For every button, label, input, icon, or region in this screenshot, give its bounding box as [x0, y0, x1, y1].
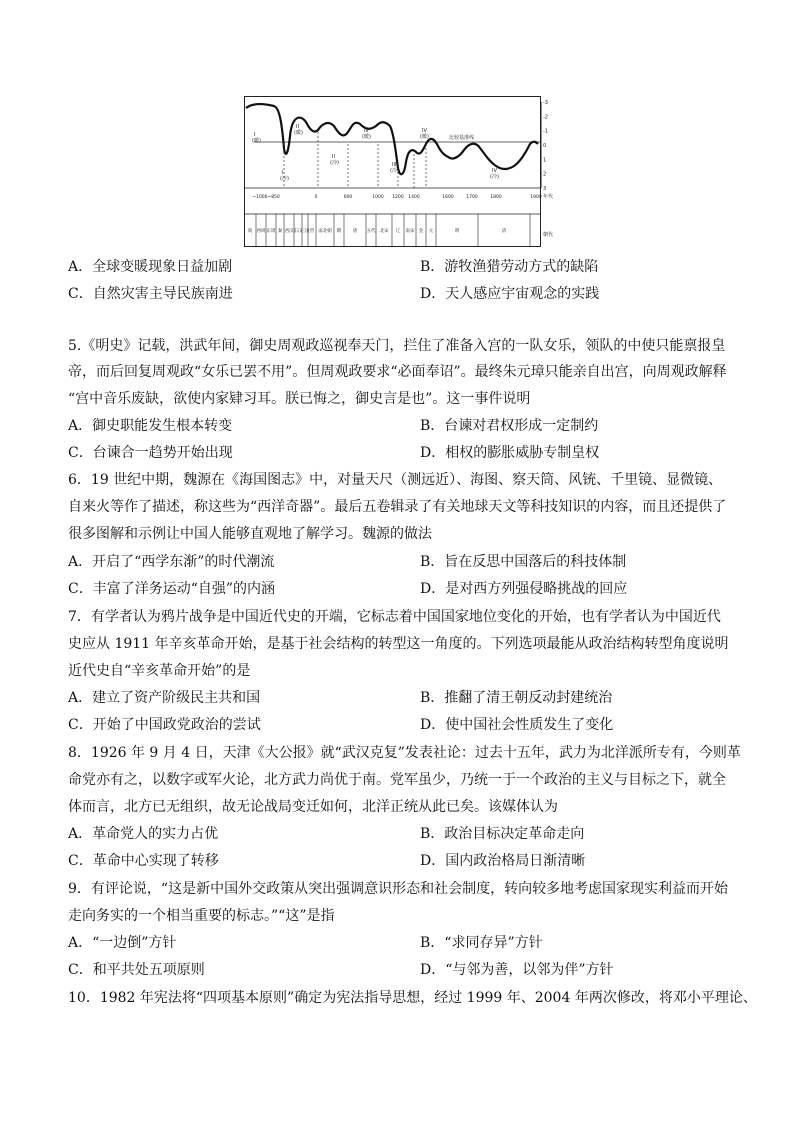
year-tick-label: 1700 [466, 195, 478, 200]
svg-text:(暖): (暖) [252, 138, 261, 144]
svg-text:I: I [282, 170, 284, 176]
q6-option-c[interactable]: C．丰富了洋务运动“自强”的内涵 [68, 581, 276, 597]
svg-text:IV: IV [492, 168, 497, 174]
baseline-label: 比较基准线 [449, 135, 475, 141]
dynasty-label: 五代 [366, 229, 376, 234]
q7-stem-line-1: 7．有学者认为鸦片战争是中国近代史的开端，它标志着中国国家地位变化的开始，也有学者认为中国近代 [68, 609, 721, 625]
dynasty-row [248, 214, 530, 246]
right-axis-label: -3 [543, 100, 548, 106]
q7-option-b[interactable]: B．推翻了清王朝反动封建统治 [420, 690, 613, 706]
q5-option-c[interactable]: C．台谏合一趋势开始出现 [68, 445, 233, 461]
q7-option-c[interactable]: C．开始了中国政党政治的尝试 [68, 717, 261, 733]
year-tick-label: 0 [314, 195, 318, 200]
q8-stem-line-3: 体而言，北方已无组织，故无论战局变迁如何，北洋正统从此已矣。该媒体认为 [68, 799, 558, 815]
q7-stem-line-2: 史应从 1911 年辛亥革命开始，是基于社会结构的转型这一角度的。下列选项最能从政治结构转型角度说明 [68, 636, 729, 652]
dynasty-label: 北宋 [379, 229, 389, 234]
dynasty-label: 商 [247, 229, 253, 234]
svg-text:I: I [254, 132, 256, 138]
year-axis-label: 年代 [543, 194, 554, 200]
svg-text:(冷): (冷) [390, 168, 399, 174]
q8-stem-line-1: 8．1926 年 9 月 4 日，天津《大公报》就“武汉克复”发表社论：过去十五年，武力为北洋派所专有，今则革 [68, 745, 741, 761]
q8-option-b[interactable]: B．政治目标决定革命走向 [420, 826, 585, 842]
q5-stem-line-2: 帝，而后回复周观政“女乐已罢不用”。但周观政要求“必面奉诏”。最终朱元璋只能亲自出宫，向周观政解释 [68, 364, 727, 380]
year-tick-labels [252, 194, 542, 200]
year-tick-label: 1800 [490, 195, 502, 200]
right-axis-label: 0 [543, 143, 547, 149]
temperature-chart [244, 96, 556, 254]
year-tick-label: 600 [343, 195, 353, 200]
q4-option-a[interactable]: A．全球变暖现象日益加剧 [68, 259, 233, 275]
dynasty-label: 辽 [395, 229, 401, 234]
q8-stem-line-2: 命党亦有之，以数字或军火论，北方武力尚优于南。党军虽少，乃统一于一个政治的主义与目标之下，就全 [68, 772, 726, 788]
q4-option-d[interactable]: D．天人感应宇宙观念的实践 [420, 286, 600, 302]
q9-stem-line-1: 9．有评论说，“这是新中国外交政策从突出强调意识形态和社会制度，转向较多地考虑国家现实利益而开始 [68, 881, 729, 897]
q8-option-c[interactable]: C．革命中心实现了转移 [68, 853, 219, 869]
q7-option-a[interactable]: A．建立了资产阶级民主共和国 [68, 690, 261, 706]
dynasty-label: 东汉 [293, 229, 303, 234]
dynasty-label: 西周 [256, 229, 266, 234]
dynasty-label: 秦 [277, 229, 283, 234]
right-axis-label: -1 [543, 128, 548, 135]
q4-option-b[interactable]: B．游牧渔猎劳动方式的缺陷 [420, 259, 599, 275]
right-axis-labels [543, 100, 548, 192]
q6-stem-line-2: 自来火等作了描述，称这些为“西洋奇器”。最后五卷辑录了有关地球天文等科技知识的内容，而且还提供了 [68, 499, 727, 515]
q6-option-d[interactable]: D．是对西方列强侵略挑战的回应 [420, 581, 628, 597]
temperature-chart-figure [244, 96, 556, 254]
q6-option-b[interactable]: B．旨在反思中国落后的科技体制 [420, 554, 627, 570]
svg-text:(冷): (冷) [330, 160, 339, 166]
svg-text:III: III [392, 162, 397, 168]
dynasty-label: 清 [501, 229, 507, 234]
right-axis-label: -2 [543, 114, 548, 121]
dynasty-label: 南北朝 [318, 229, 332, 234]
svg-text:(冷): (冷) [280, 176, 289, 182]
dynasty-label: 三国 [300, 229, 310, 234]
year-tick-label: 1200 [392, 195, 404, 200]
year-tick-label: 1900 [530, 195, 542, 200]
q9-option-a[interactable]: A．“一边倒”方针 [68, 935, 177, 951]
year-tick-label: 1400 [408, 195, 420, 200]
q6-stem-line-1: 6．19 世纪中期，魏源在《海国图志》中，对量天尺（测远近）、海图、察天筒、风铳、千里镜、显微镜、 [68, 472, 723, 488]
q5-stem-line-1: 5.《明史》记载，洪武年间，御史周观政巡视奉天门，拦住了准备入宫的一队女乐，领队的中使只能禀报皇 [68, 338, 726, 354]
svg-text:(冷): (冷) [490, 174, 499, 180]
dynasty-axis-label: 朝代 [543, 232, 554, 238]
svg-text:II: II [296, 124, 299, 130]
dynasty-label: 晋 [309, 229, 315, 234]
q9-option-d[interactable]: D．“与邻为善，以邻为伴”方针 [420, 962, 614, 978]
q9-option-c[interactable]: C．和平共处五项原则 [68, 962, 205, 978]
dynasty-label: 唐 [352, 229, 358, 234]
dynasty-label: 明 [454, 229, 460, 234]
q5-option-a[interactable]: A．御史职能发生根本转变 [68, 418, 233, 434]
dynasty-label: 隋 [336, 229, 342, 234]
dynasty-label: 南宋 [405, 229, 415, 234]
q7-stem-line-3: 近代史自“辛亥革命开始”的是 [68, 663, 251, 679]
q10-stem-line-1: 10．1982 年宪法将“四项基本原则”确定为宪法指导思想，经过 1999 年、2004 年两次修改，将邓小平理论、 [68, 990, 757, 1006]
year-tick-label: 1600 [442, 195, 454, 200]
right-axis-label: 3 [543, 186, 547, 192]
svg-text:(暖): (暖) [420, 134, 429, 140]
dynasty-label: 元 [428, 229, 434, 234]
q8-option-a[interactable]: A．革命党人的实力占优 [68, 826, 219, 842]
period-dividers [284, 132, 426, 188]
svg-text:II: II [332, 154, 335, 160]
dynasty-label: 金 [418, 229, 424, 234]
q7-option-d[interactable]: D．使中国社会性质发生了变化 [420, 717, 614, 733]
q8-option-d[interactable]: D．国内政治格局日渐清晰 [420, 853, 586, 869]
q9-stem-line-2: 走向务实的一个相当重要的标志。”“这”是指 [68, 908, 335, 924]
q9-option-b[interactable]: B．“求同存异”方针 [420, 935, 543, 951]
q6-option-a[interactable]: A．开启了“西学东渐”的时代潮流 [68, 554, 275, 570]
svg-text:III: III [364, 128, 369, 134]
right-axis-label: 1 [543, 157, 547, 164]
dynasty-label: 东周 [266, 229, 276, 234]
q6-stem-line-3: 很多图解和示例让中国人能够直观地了解学习。魏源的做法 [68, 526, 432, 542]
svg-text:(暖): (暖) [294, 130, 303, 136]
year-tick-label: ~1000~850 [252, 195, 280, 200]
dynasty-label: 西汉 [284, 229, 294, 234]
q5-stem-line-3: “宫中音乐废缺，欲使内家肄习耳。朕已悔之，御史言是也”。这一事件说明 [68, 391, 531, 407]
svg-text:(暖): (暖) [362, 134, 371, 140]
right-axis-label: 2 [543, 171, 547, 178]
q5-option-d[interactable]: D．相权的膨胀威胁专制皇权 [420, 445, 600, 461]
year-tick-label: 1000 [372, 195, 384, 200]
q4-option-c[interactable]: C．自然灾害主导民族南进 [68, 286, 233, 302]
svg-text:IV: IV [422, 128, 427, 134]
q5-option-b[interactable]: B．台谏对君权形成一定制约 [420, 418, 599, 434]
